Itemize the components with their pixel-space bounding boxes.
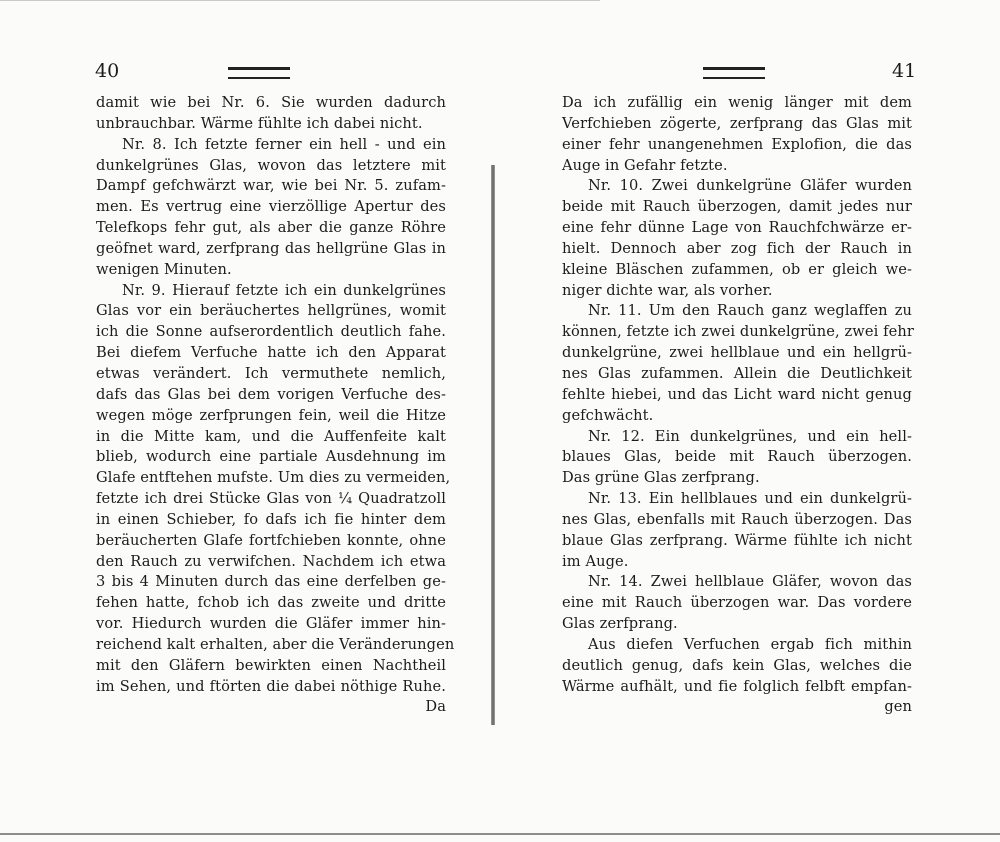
text-line: reichend kalt erhalten, aber die Veränderungen: [96, 635, 455, 653]
text-line: blieb, wodurch eine partiale Ausdehnung im: [96, 448, 446, 466]
right-page: [505, 0, 1000, 842]
text-line: fetzte ich drei Stücke Glas von ¼ Quadratzoll: [96, 490, 446, 508]
text-line: den Rauch zu verwifchen. Nachdem ich etwa: [96, 552, 446, 570]
text-line: Glafe entftehen mufste. Um dies zu vermeiden,: [96, 469, 451, 487]
text-line: ich die Sonne aufserordentlich deutlich fahe.: [96, 323, 446, 341]
text-line: niger dichte war, als vorher.: [562, 281, 773, 299]
text-line: in einen Schieber, fo dafs ich fie hinter dem: [96, 510, 446, 528]
text-line: Da ich zufällig ein wenig länger mit dem: [562, 94, 912, 111]
text-line: Verfchieben zögerte, zerfprang das Glas mit: [562, 114, 912, 132]
text-line: Nr. 8. Ich fetzte ferner ein hell - und ein: [122, 135, 446, 153]
book-gutter: [491, 165, 495, 725]
text-line: in die Mitte kam, und die Auffenfeite kalt: [96, 427, 446, 445]
text-line: Telefkops fehr gut, als aber die ganze Röhre: [96, 219, 446, 237]
text-line: Aus diefen Verfuchen ergab fich mithin: [588, 635, 912, 653]
text-line: eine fehr dünne Lage von Rauchfchwärze er-: [562, 219, 912, 237]
text-line: einer fehr unangenehmen Explofion, die das: [562, 135, 912, 153]
text-line: Auge in Gefahr fetzte.: [562, 156, 728, 174]
text-line: können, fetzte ich zwei dunkelgrüne, zwei fehr: [562, 323, 914, 341]
text-line: Nr. 9. Hierauf fetzte ich ein dunkelgrünes: [122, 281, 446, 299]
text-line: nes Glas zufammen. Allein die Deutlichkeit: [562, 364, 912, 382]
text-line: damit wie bei Nr. 6. Sie wurden dadurch: [96, 94, 446, 111]
text-line: 3 bis 4 Minuten durch das eine derfelben ge-: [96, 573, 446, 591]
page-body: [562, 93, 912, 718]
text-line: Dampf gefchwärzt war, wie bei Nr. 5. zufam-: [96, 177, 446, 195]
text-line: mit den Gläfern bewirkten einen Nachtheil: [96, 656, 446, 674]
text-line: deutlich genug, dafs kein Glas, welches die: [562, 656, 912, 674]
text-line: blaues Glas, beide mit Rauch überzogen.: [562, 448, 912, 466]
catchword: Da: [425, 698, 446, 716]
text-line: vor. Hiedurch wurden die Gläfer immer hin-: [96, 615, 446, 633]
text-line: nes Glas, ebenfalls mit Rauch überzogen. Das: [562, 510, 912, 528]
text-line: blaue Glas zerfprang. Wärme fühlte ich nicht: [562, 531, 912, 549]
text-line: fehen hatte, fchob ich das zweite und dritte: [96, 594, 446, 612]
text-line: im Auge.: [562, 552, 629, 570]
text-line: kleine Bläschen zufammen, ob er gleich we-: [562, 260, 912, 278]
text-line: Bei diefem Verfuche hatte ich den Apparat: [96, 344, 446, 362]
text-line: Nr. 14. Zwei hellblaue Gläfer, wovon das: [588, 573, 912, 591]
header-ornament: [228, 67, 290, 79]
text-line: Glas vor ein beräuchertes hellgrünes, womit: [96, 302, 446, 320]
text-line: eine mit Rauch überzogen war. Das vordere: [562, 594, 912, 612]
text-line: Das grüne Glas zerfprang.: [562, 469, 760, 487]
header-ornament: [703, 67, 765, 79]
text-line: im Sehen, und ftörten die dabei nöthige Ruhe.: [96, 677, 446, 695]
text-line: Nr. 12. Ein dunkelgrünes, und ein hell-: [588, 427, 912, 445]
text-line: dafs das Glas bei dem vorigen Verfuche des-: [96, 385, 446, 403]
text-line: Nr. 10. Zwei dunkelgrüne Gläfer wurden: [588, 177, 912, 195]
text-line: Glas zerfprang.: [562, 615, 678, 633]
text-line: beide mit Rauch überzogen, damit jedes nur: [562, 198, 912, 216]
text-line: Nr. 13. Ein hellblaues und ein dunkelgrü-: [588, 490, 912, 508]
text-line: Wärme aufhält, und fie folglich felbft empfan-: [562, 677, 912, 695]
page-number: 40: [95, 60, 120, 82]
left-page: [0, 0, 495, 842]
text-line: fehlte hiebei, und das Licht ward nicht genug: [562, 385, 912, 403]
text-line: dunkelgrüne, zwei hellblaue und ein hellgrü-: [562, 344, 912, 362]
text-line: beräucherten Glafe fortfchieben konnte, ohne: [96, 531, 446, 549]
text-line: geöfnet ward, zerfprang das hellgrüne Glas in: [96, 239, 446, 257]
page-body: [96, 93, 455, 718]
page-number: 41: [892, 60, 917, 82]
catchword: gen: [884, 698, 912, 716]
text-line: dunkelgrünes Glas, wovon das letztere mit: [96, 156, 446, 174]
text-line: wegen möge zerfprungen fein, weil die Hitze: [96, 406, 446, 424]
scan-bottom-edge: [0, 833, 1000, 835]
text-line: wenigen Minuten.: [96, 260, 232, 278]
text-line: hielt. Dennoch aber zog fich der Rauch in: [562, 239, 912, 257]
text-line: unbrauchbar. Wärme fühlte ich dabei nicht.: [96, 114, 423, 132]
text-line: men. Es vertrug eine vierzöllige Apertur des: [96, 198, 446, 216]
text-line: gefchwächt.: [562, 406, 654, 424]
text-line: Nr. 11. Um den Rauch ganz weglaffen zu: [588, 302, 912, 320]
text-line: etwas verändert. Ich vermuthete nemlich,: [96, 364, 446, 382]
